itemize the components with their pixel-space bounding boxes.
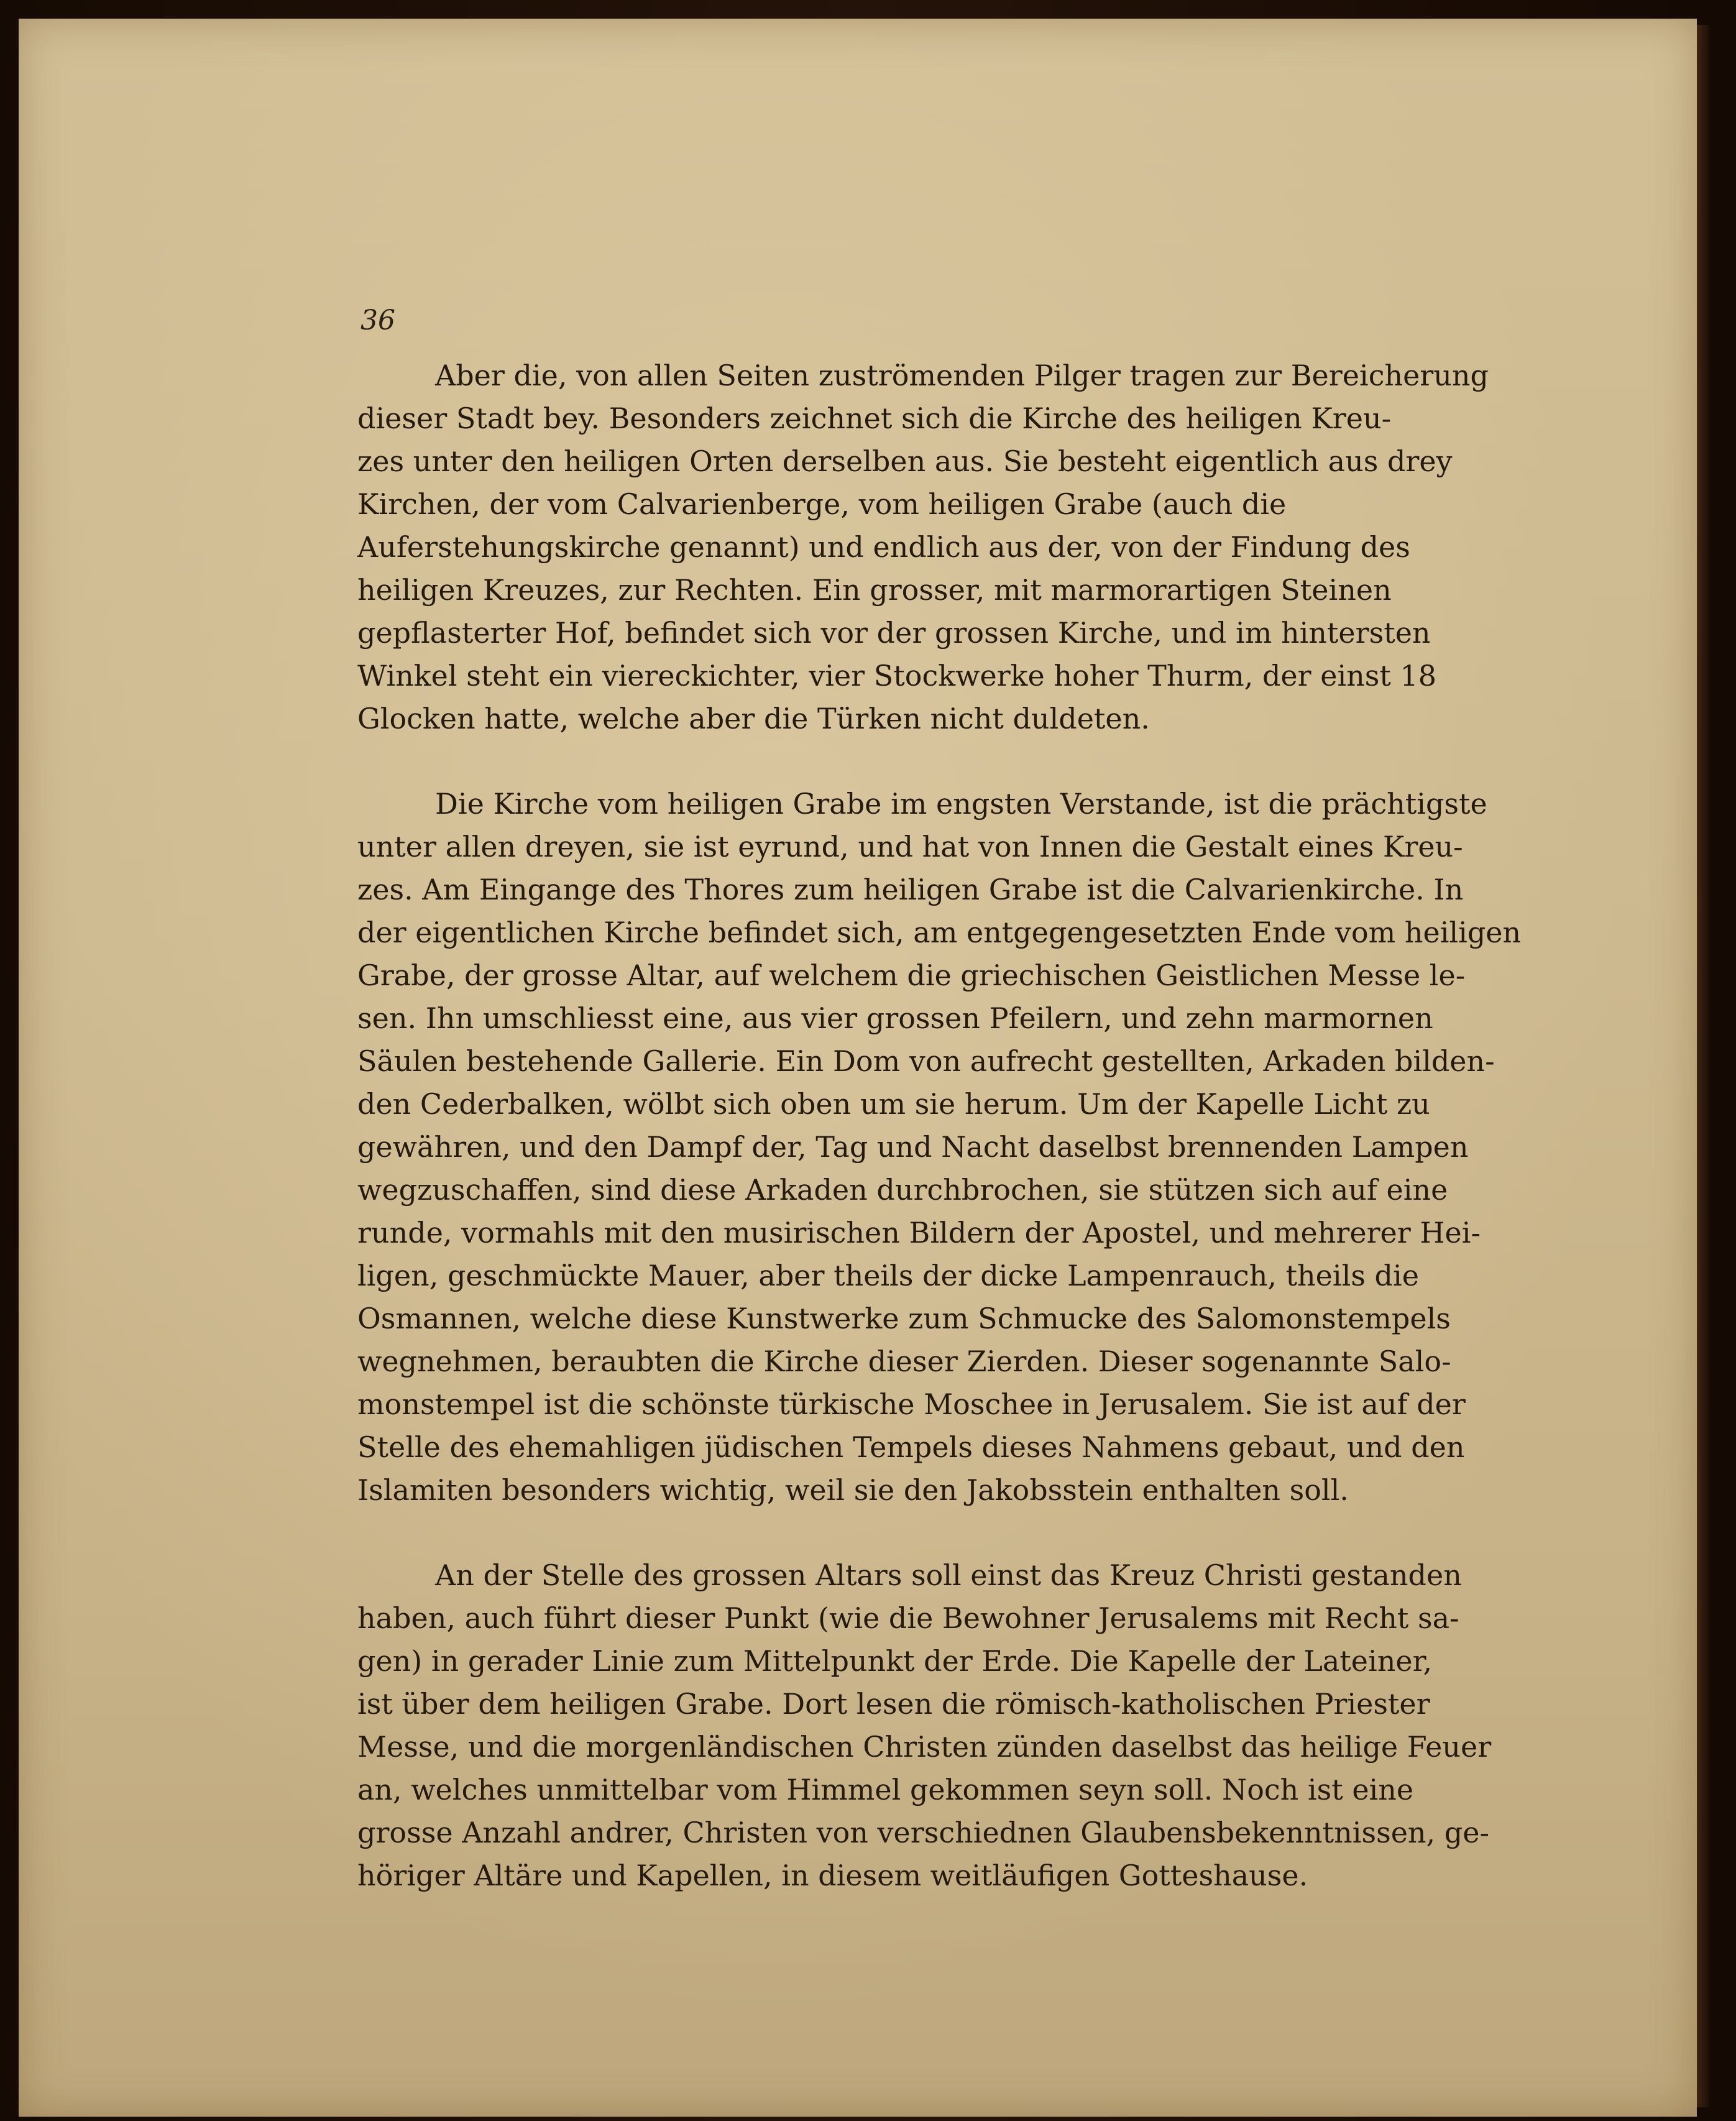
text-line: Grabe, der grosse Altar, auf welchem die griechischen Geistlichen Messe le- (357, 959, 1466, 992)
text-line: ist über dem heiligen Grabe. Dort lesen die römisch-katholischen Priester (357, 1687, 1430, 1721)
text-line: zes. Am Eingange des Thores zum heiligen Grabe ist die Calvarienkirche. In (357, 873, 1464, 906)
text-line: Die Kirche vom heiligen Grabe im engsten Verstande, ist die prächtigste (435, 787, 1487, 821)
text-line: Kirchen, der vom Calvarienberge, vom heiligen Grabe (auch die (357, 487, 1287, 521)
text-line: den Cederbalken, wölbt sich oben um sie herum. Um der Kapelle Licht zu (357, 1087, 1430, 1121)
text-line: ligen, geschmückte Mauer, aber theils der dicke Lampenrauch, theils die (357, 1259, 1419, 1292)
text-line: Glocken hatte, welche aber die Türken nicht duldeten. (357, 702, 1150, 735)
page-number: 36 (361, 305, 395, 336)
text-line: monstempel ist die schönste türkische Moschee in Jerusalem. Sie ist auf der (357, 1387, 1466, 1421)
text-line: heiligen Kreuzes, zur Rechten. Ein grosser, mit marmorartigen Steinen (357, 573, 1392, 607)
text-line: wegzuschaffen, sind diese Arkaden durchbrochen, sie stützen sich auf eine (357, 1173, 1448, 1207)
text-line: unter allen dreyen, sie ist eyrund, und hat von Innen die Gestalt eines Kreu- (357, 830, 1463, 863)
text-line: höriger Altäre und Kapellen, in diesem weitläufigen Gotteshause. (357, 1859, 1308, 1892)
text-line: gen) in gerader Linie zum Mittelpunkt der Erde. Die Kapelle der Lateiner, (357, 1644, 1433, 1678)
text-line: Messe, und die morgenländischen Christen zünden daselbst das heilige Feuer (357, 1730, 1492, 1764)
text-line: Aber die, von allen Seiten zuströmenden Pilger tragen zur Bereicherung (435, 359, 1489, 392)
text-line: Säulen bestehende Gallerie. Ein Dom von aufrecht gestellten, Arkaden bilden- (357, 1044, 1495, 1078)
paragraph (357, 783, 1638, 1512)
text-line: dieser Stadt bey. Besonders zeichnet sich die Kirche des heiligen Kreu- (357, 402, 1392, 435)
text-line: Winkel steht ein viereckichter, vier Stockwerke hoher Thurm, der einst 18 (357, 659, 1437, 692)
text-line: an, welches unmittelbar vom Himmel gekommen seyn soll. Noch ist eine (357, 1773, 1414, 1806)
text-line: grosse Anzahl andrer, Christen von verschiednen Glaubensbekenntnissen, ge- (357, 1816, 1489, 1849)
text-line: An der Stelle des grossen Altars soll einst das Kreuz Christi gestanden (435, 1558, 1462, 1592)
page-sheet (19, 19, 1697, 2117)
body-text (357, 354, 1638, 1939)
paragraph (357, 1554, 1638, 1897)
text-line: sen. Ihn umschliesst eine, aus vier grossen Pfeilern, und zehn marmornen (357, 1001, 1433, 1035)
text-line: Auferstehungskirche genannt) und endlich aus der, von der Findung des (357, 530, 1410, 564)
paragraph (357, 354, 1638, 740)
text-line: gepflasterter Hof, befindet sich vor der grossen Kirche, und im hintersten (357, 616, 1431, 650)
text-line: Stelle des ehemahligen jüdischen Tempels dieses Nahmens gebaut, und den (357, 1430, 1465, 1464)
text-line: wegnehmen, beraubten die Kirche dieser Zierden. Dieser sogenannte Salo- (357, 1345, 1451, 1378)
text-line: Osmannen, welche diese Kunstwerke zum Schmucke des Salomonstempels (357, 1302, 1451, 1335)
text-line: der eigentlichen Kirche befindet sich, am entgegengesetzten Ende vom heiligen (357, 916, 1522, 949)
text-line: Islamiten besonders wichtig, weil sie den Jakobsstein enthalten soll. (357, 1473, 1349, 1507)
text-line: zes unter den heiligen Orten derselben aus. Sie besteht eigentlich aus drey (357, 444, 1453, 478)
text-line: runde, vormahls mit den musirischen Bildern der Apostel, und mehrerer Hei- (357, 1216, 1481, 1249)
text-line: haben, auch führt dieser Punkt (wie die Bewohner Jerusalems mit Recht sa- (357, 1601, 1459, 1635)
text-line: gewähren, und den Dampf der, Tag und Nacht daselbst brennenden Lampen (357, 1130, 1469, 1164)
